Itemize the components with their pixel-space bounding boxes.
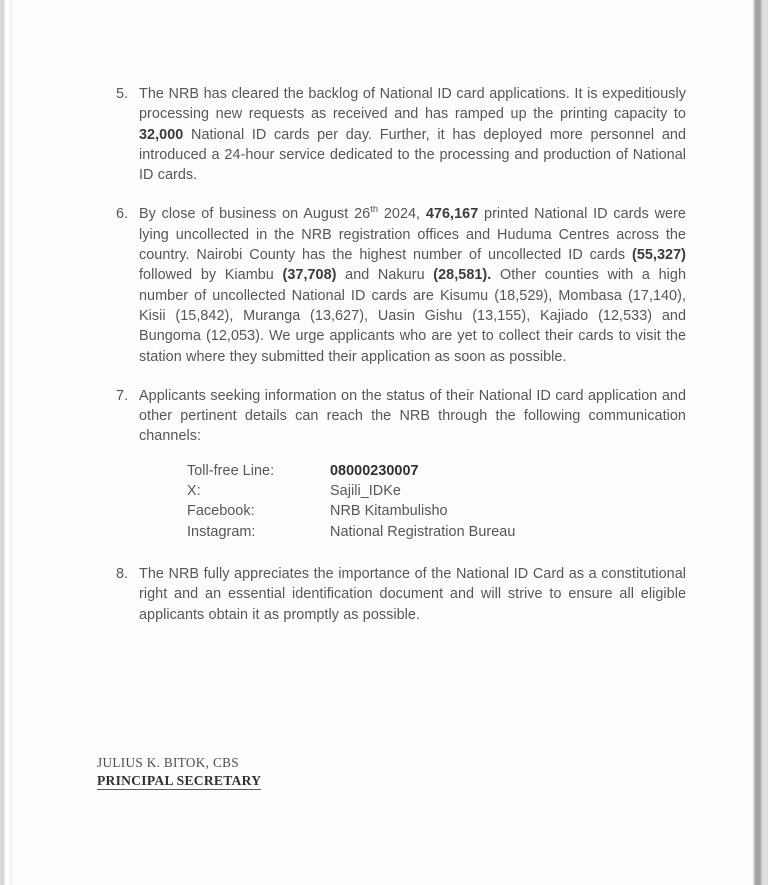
contact-value-x: Sajili_IDKe [330, 483, 401, 500]
list-item-6-number: 6. [116, 206, 129, 223]
scan-right-edge-shadow [753, 0, 762, 885]
signature-block [97, 755, 497, 790]
table-row [187, 501, 515, 521]
signatory-title: PRINCIPAL SECRETARY [97, 773, 262, 788]
segment-text: The NRB has cleared the backlog of National ID card applications. It is expeditiously processing new requests as received and has ramped up the printing capacity to [139, 86, 686, 123]
segment-bold-32000: 32,000 [139, 126, 184, 143]
list-item-7-text: Applicants seeking information on the status of their National ID card application and other pertinent details can reach the NRB through the following communication channels: [139, 387, 686, 445]
segment-bold-nairobi-count: (55,327) [632, 247, 686, 264]
segment-text: followed by Kiambu [139, 267, 283, 284]
list-item-6 [116, 204, 686, 366]
list-item-5-number: 5. [116, 86, 129, 102]
list-item-7 [116, 386, 686, 447]
contact-label-toll-free: Toll-free Line: [187, 462, 275, 479]
list-item-7-number: 7. [116, 387, 129, 404]
contact-label-x: X: [187, 483, 201, 500]
segment-text: and Nakuru [336, 267, 434, 284]
contact-value-facebook: NRB Kitambulisho [330, 503, 448, 520]
contact-value-toll-free-text: 08000230007 [330, 462, 419, 479]
list-item-5-text [139, 84, 686, 185]
segment-bold-kiambu-count: (37,708) [282, 267, 337, 284]
list-item-8-number: 8. [116, 565, 129, 582]
contact-label-facebook: Facebook: [187, 503, 255, 520]
list-item-6-text [139, 204, 686, 366]
table-row [187, 461, 515, 481]
segment-text: 2024, [378, 206, 426, 223]
document-content [116, 84, 686, 644]
contact-value-toll-free [330, 461, 515, 481]
document-page [5, 0, 753, 885]
segment-text: Other counties with a high number of uncollected National ID cards are Kisumu (18,529), Mombasa (17,140), Kisii (15,842), Muranga (13,627), Uasin Gishu (13,155), Kajiado (12,533) and Bungoma (12,053). We urge applicants who are yet to collect their cards to visit the station where they submitted their application as soon as possible. [139, 267, 686, 365]
page-left-shadow [10, 0, 14, 885]
table-row [187, 522, 515, 542]
contact-value-instagram: National Registration Bureau [330, 523, 516, 540]
table-row [187, 481, 515, 501]
segment-text: By close of business on August 26 [139, 206, 371, 223]
scan-right-outer-margin [762, 0, 768, 885]
contact-channels-table [187, 461, 515, 542]
list-item-8-text: The NRB fully appreciates the importance of the National ID Card as a constitutional right and an essential identification document and will strive to ensure all eligible applicants obtain it as promptly as possible. [139, 565, 686, 623]
segment-text: National ID cards per day. Further, it has deployed more personnel and introduced a 24-hour service dedicated to the processing and production of National ID cards. [139, 126, 686, 184]
segment-bold-nakuru-count: (28,581). [433, 267, 492, 284]
signatory-name: JULIUS K. BITOK, CBS [97, 755, 239, 770]
list-item-8 [116, 564, 686, 625]
segment-bold-476167: 476,167 [425, 206, 479, 223]
list-item-5 [116, 84, 686, 185]
segment-superscript-th: th [370, 204, 379, 215]
contact-label-instagram: Instagram: [187, 523, 256, 540]
segment-text: printed National ID cards were lying uncollected in the NRB registration offices and Huduma Centres across the country. Nairobi County has the highest number of uncollected ID cards [139, 206, 686, 264]
